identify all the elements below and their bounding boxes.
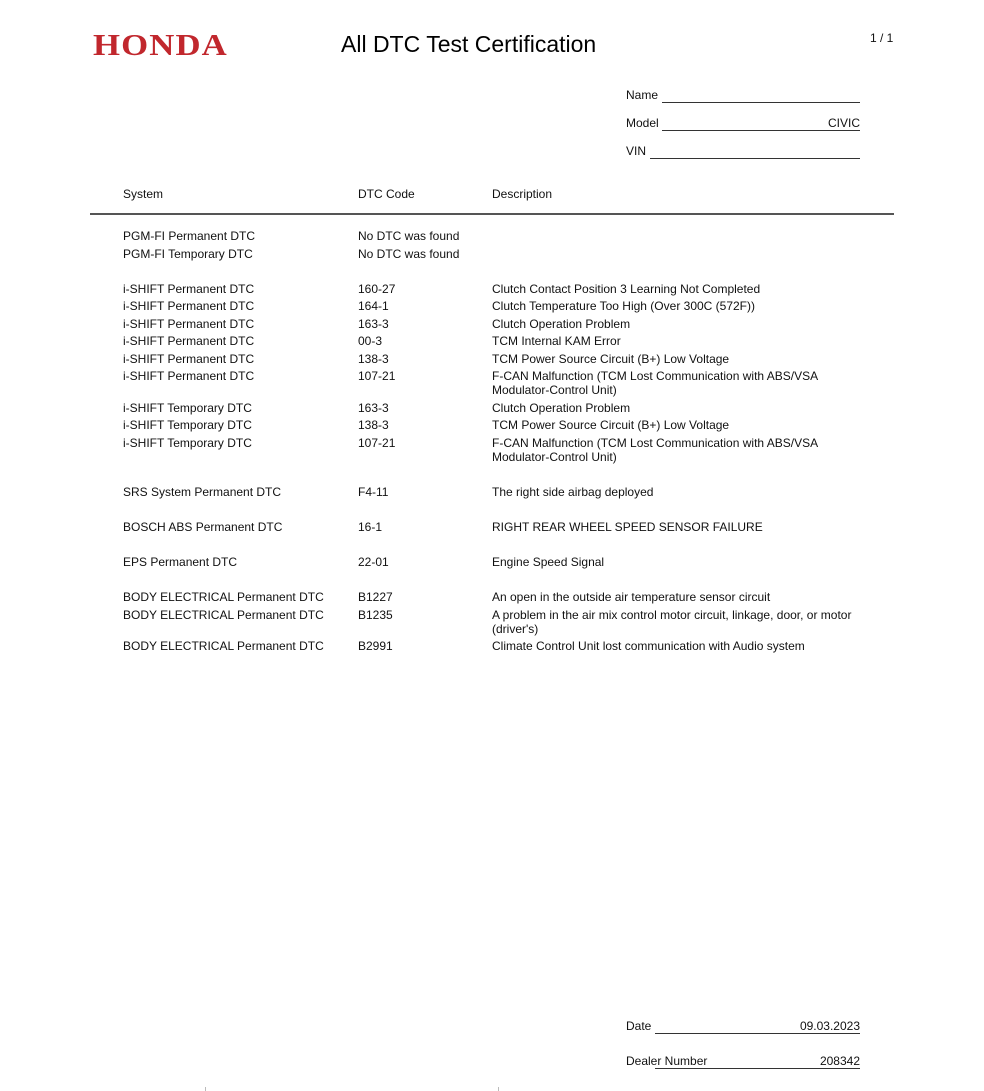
system-cell: i-SHIFT Permanent DTC (123, 352, 255, 366)
description-cell: Climate Control Unit lost communication with Audio system (492, 639, 805, 653)
honda-logo: HONDA (93, 27, 228, 62)
system-cell: i-SHIFT Temporary DTC (123, 436, 252, 450)
page-number: 1 / 1 (870, 31, 894, 45)
code-cell: 138-3 (358, 352, 389, 366)
system-cell: i-SHIFT Permanent DTC (123, 282, 255, 296)
model-label: Model (626, 116, 659, 130)
date-value: 09.03.2023 (655, 1019, 860, 1034)
code-cell: 16-1 (358, 520, 383, 534)
description-cell: RIGHT REAR WHEEL SPEED SENSOR FAILURE (492, 520, 763, 534)
code-cell: 107-21 (358, 369, 396, 383)
description-cell: F-CAN Malfunction (TCM Lost Communication with ABS/VSA Modulator-Control Unit) (492, 369, 818, 397)
page-edge-mark (498, 1087, 499, 1091)
description-cell: An open in the outside air temperature sensor circuit (492, 590, 771, 604)
code-cell: 160-27 (358, 282, 396, 296)
vin-value (650, 144, 860, 159)
page-edge-mark (205, 1087, 206, 1091)
description-cell: Clutch Temperature Too High (Over 300C (572F)) (492, 299, 756, 313)
system-cell: i-SHIFT Permanent DTC (123, 317, 255, 331)
description-cell: TCM Power Source Circuit (B+) Low Voltage (492, 418, 730, 432)
description-cell: F-CAN Malfunction (TCM Lost Communication with ABS/VSA Modulator-Control Unit) (492, 436, 818, 464)
description-cell: Clutch Contact Position 3 Learning Not Completed (492, 282, 761, 296)
system-cell: i-SHIFT Temporary DTC (123, 401, 252, 415)
header-divider (90, 213, 894, 215)
system-cell: BOSCH ABS Permanent DTC (123, 520, 283, 534)
column-header-dtc-code: DTC Code (358, 187, 415, 201)
system-cell: i-SHIFT Permanent DTC (123, 369, 255, 383)
description-cell: Clutch Operation Problem (492, 401, 631, 415)
description-cell: A problem in the air mix control motor circuit, linkage, door, or motor (driver's) (492, 608, 852, 636)
system-cell: EPS Permanent DTC (123, 555, 238, 569)
system-cell: PGM-FI Temporary DTC (123, 247, 253, 261)
code-cell: No DTC was found (358, 247, 460, 261)
code-cell: B1235 (358, 608, 393, 622)
date-label: Date (626, 1019, 652, 1033)
code-cell: 163-3 (358, 317, 389, 331)
dealer-number-value: 208342 (655, 1054, 860, 1069)
name-value (662, 88, 860, 103)
document-title: All DTC Test Certification (341, 31, 597, 57)
system-cell: PGM-FI Permanent DTC (123, 229, 256, 243)
code-cell: F4-11 (358, 485, 389, 499)
dealer-number-label: Dealer Number (626, 1054, 708, 1068)
system-cell: i-SHIFT Temporary DTC (123, 418, 252, 432)
vin-label: VIN (626, 144, 647, 158)
code-cell: B2991 (358, 639, 393, 653)
code-cell: B1227 (358, 590, 393, 604)
description-cell: Engine Speed Signal (492, 555, 605, 569)
system-cell: i-SHIFT Permanent DTC (123, 299, 255, 313)
description-cell: TCM Power Source Circuit (B+) Low Voltage (492, 352, 730, 366)
code-cell: 107-21 (358, 436, 396, 450)
column-header-description: Description (492, 187, 553, 201)
code-cell: 00-3 (358, 334, 383, 348)
code-cell: 164-1 (358, 299, 389, 313)
code-cell: 138-3 (358, 418, 389, 432)
code-cell: No DTC was found (358, 229, 460, 243)
system-cell: BODY ELECTRICAL Permanent DTC (123, 590, 324, 604)
column-header-system: System (123, 187, 164, 201)
description-cell: The right side airbag deployed (492, 485, 654, 499)
code-cell: 163-3 (358, 401, 389, 415)
description-cell: TCM Internal KAM Error (492, 334, 621, 348)
system-cell: BODY ELECTRICAL Permanent DTC (123, 608, 324, 622)
description-cell: Clutch Operation Problem (492, 317, 631, 331)
name-label: Name (626, 88, 659, 102)
model-value: CIVIC (662, 116, 860, 131)
system-cell: i-SHIFT Permanent DTC (123, 334, 255, 348)
code-cell: 22-01 (358, 555, 389, 569)
system-cell: SRS System Permanent DTC (123, 485, 282, 499)
system-cell: BODY ELECTRICAL Permanent DTC (123, 639, 324, 653)
